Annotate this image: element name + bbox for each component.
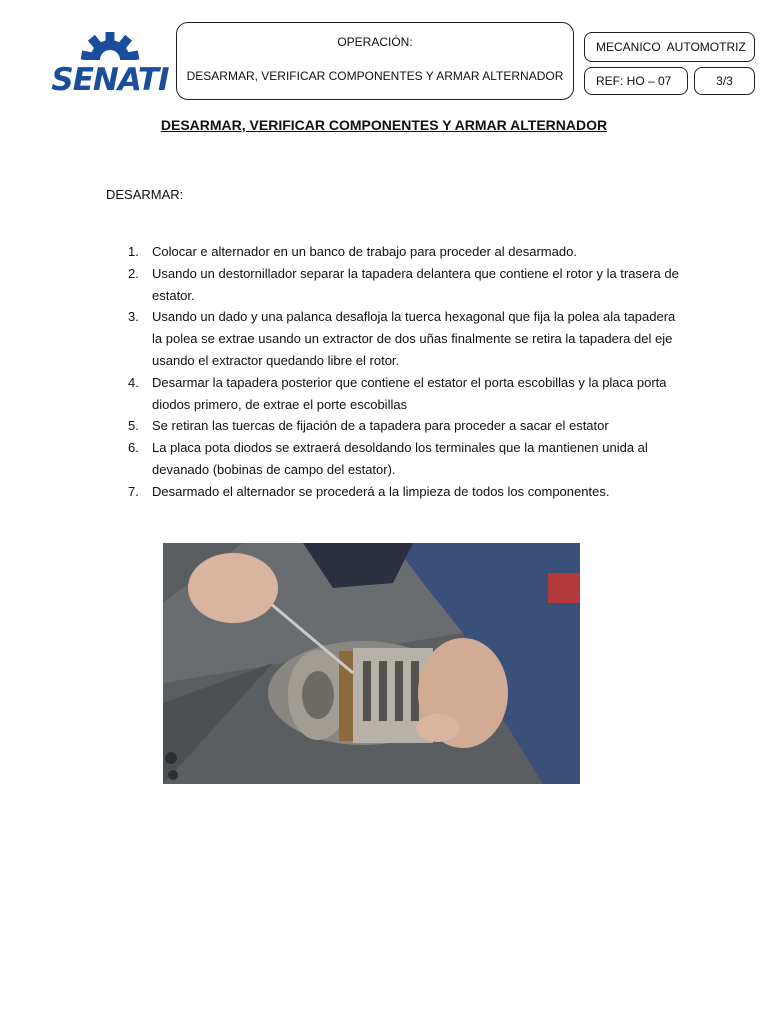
list-item [106,263,686,307]
list-item [106,481,686,503]
step-text: Desarmar la tapadera posterior que contiene el estator el porta escobillas y la placa porta diodos primero, de extrae el porte escobillas [152,374,667,412]
step-number: 5. [128,418,139,434]
step-text: Usando un dado y una palanca desafloja la tuerca hexagonal que fija la polea ala tapadera la polea se extrae usando un extractor de dos uñas finalmente se retira la tapadera del eje usando el extractor quedando libre el rotor. [152,309,676,368]
logo-wordmark: SENATI [51,62,169,98]
step-number: 2. [128,265,139,281]
list-item [106,415,686,437]
steps-list [106,241,686,503]
trade-box [584,32,755,62]
step-text: Desarmado el alternador se procederá a la limpieza de todos los componentes. [152,483,610,499]
reference-box [584,67,688,95]
senati-logo [50,32,170,98]
reference-label: REF: HO – 07 [596,74,672,88]
step-text: La placa pota diodos se extraerá desoldando los terminales que la mantienen unida al devanado (bobinas de campo del estator). [152,440,648,477]
step-text: Colocar e alternador en un banco de trabajo para proceder al desarmado. [152,244,577,259]
list-item [106,372,686,416]
document-title: DESARMAR, VERIFICAR COMPONENTES Y ARMAR ALTERNADOR [160,117,608,133]
operation-title: DESARMAR, VERIFICAR COMPONENTES Y ARMAR ALTERNADOR [186,69,564,83]
step-text: Usando un destornillador separar la tapadera delantera que contiene el rotor y la trasera de estator. [152,265,679,303]
step-number: 6. [128,440,139,456]
step-number: 1. [128,244,139,259]
step-number: 3. [128,309,139,325]
step-text: Se retiran las tuercas de fijación de a tapadera para proceder a sacar el estator [152,418,609,434]
alternator-disassembly-photo [163,543,580,784]
step-number: 4. [128,374,139,390]
operation-box [176,22,574,100]
page-number: 3/3 [716,74,733,88]
list-item [106,437,686,481]
trade-label: MECANICO AUTOMOTRIZ [596,40,746,54]
operation-label: OPERACIÓN: [337,35,413,49]
section-label: DESARMAR: [106,187,184,202]
list-item [106,306,686,371]
list-item [106,241,686,263]
page-number-box [694,67,755,95]
step-number: 7. [128,483,139,499]
